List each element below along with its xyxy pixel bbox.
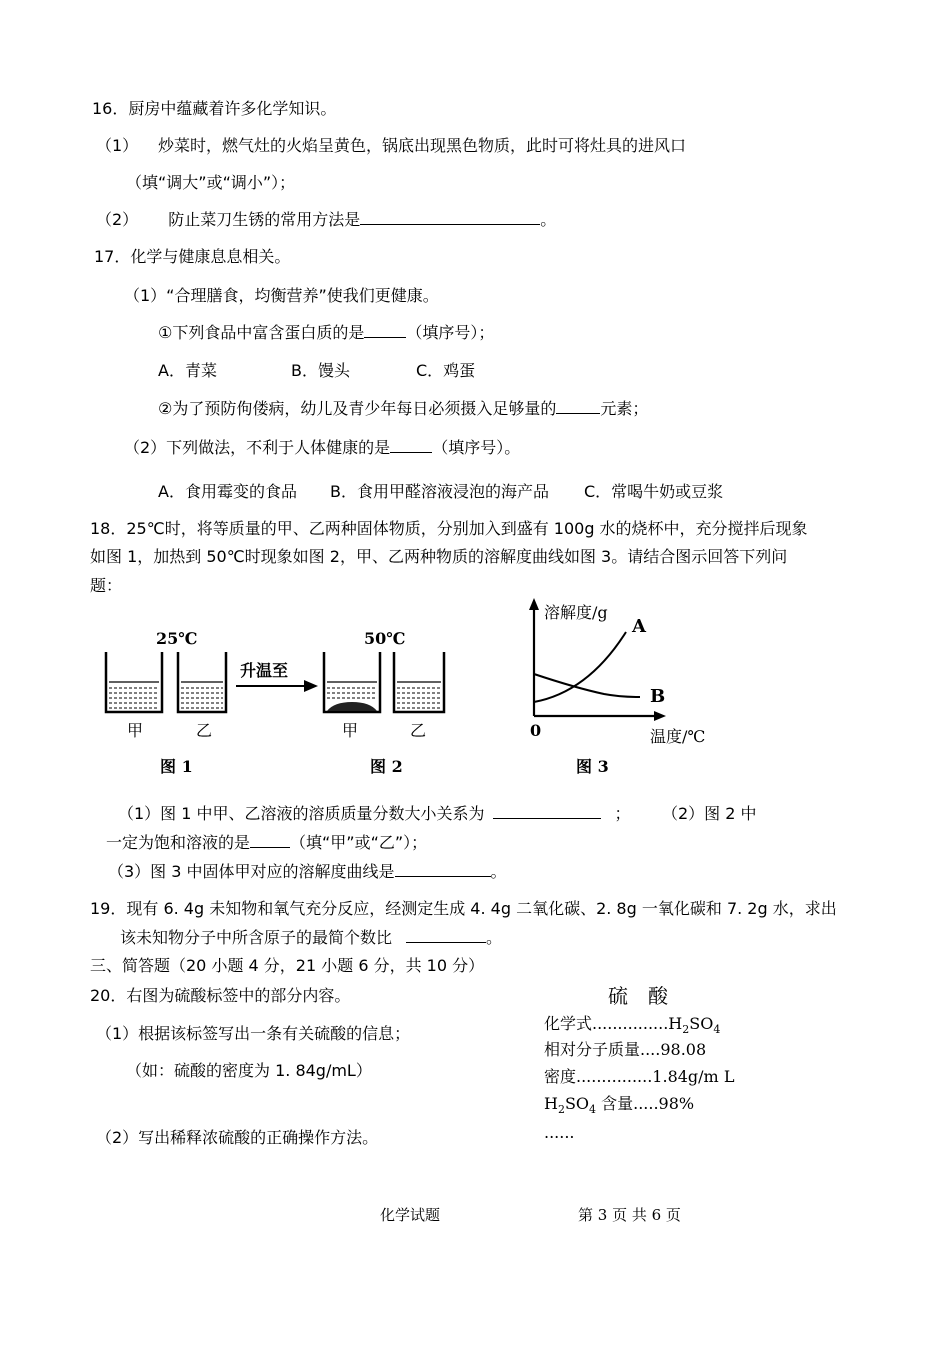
- q17-s1: [158, 323, 494, 343]
- q19-line1: 19．现有 6. 4g 未知物和氧气充分反应，经测定生成 4. 4g 二氧化碳、2. 8g 一氧化碳和 7. 2g 水，求出: [90, 899, 837, 918]
- q16-p2: [96, 210, 556, 230]
- q19-line2: [120, 928, 502, 948]
- beaker-yi-fig2: [394, 652, 444, 712]
- q17-s2: [158, 399, 648, 419]
- q18-p3b: 。: [490, 862, 507, 881]
- q17-s1b: （填序号）；: [406, 323, 495, 342]
- q18-p1b: ；: [614, 804, 631, 823]
- q16-p1-num: （1）: [96, 136, 139, 155]
- answer-blank[interactable]: [364, 323, 406, 338]
- label-formula-key: 化学式...............: [544, 1014, 669, 1033]
- q17-s2b: 元素；: [600, 399, 649, 418]
- footer-subject: 化学试题: [380, 1206, 441, 1224]
- answer-blank[interactable]: [390, 438, 432, 453]
- q18-p1a: （1）图 1 中甲、乙溶液的溶质质量分数大小关系为: [118, 804, 485, 823]
- y-axis: [529, 598, 539, 716]
- curve-a: [534, 632, 626, 702]
- label-title: 硫 酸: [608, 984, 668, 1008]
- q20-p2: （2）写出稀释浓硫酸的正确操作方法。: [96, 1128, 379, 1147]
- temp-25-label: 25℃: [156, 629, 198, 648]
- q18-line3: 题：: [90, 576, 123, 595]
- temp-50-label: 50℃: [364, 629, 406, 648]
- x-axis: [534, 711, 666, 721]
- fig3-caption: 图 3: [576, 757, 609, 776]
- label-content-sub2: 4: [589, 1103, 597, 1117]
- answer-blank[interactable]: [250, 833, 290, 848]
- footer-page-number: 第 3 页 共 6 页: [578, 1206, 681, 1224]
- label-row-more: ......: [544, 1123, 575, 1142]
- x-axis-label: 温度/℃: [650, 727, 706, 746]
- label-yi-2: 乙: [410, 721, 427, 740]
- label-formula-sub1: 2: [682, 1023, 690, 1037]
- q18-p2c: （填“甲”或“乙”）；: [290, 833, 428, 852]
- answer-blank[interactable]: [360, 210, 540, 225]
- label-content-h: H: [544, 1094, 558, 1113]
- q17-p1: （1）“合理膳食，均衡营养”使我们更健康。: [124, 286, 439, 305]
- label-formula-sub2: 4: [713, 1023, 721, 1037]
- label-jia-2: 甲: [342, 721, 359, 740]
- label-density-key: 密度...............: [544, 1067, 653, 1086]
- q17-p2-opt-b: B．食用甲醛溶液浸泡的海产品: [330, 482, 549, 501]
- q17-opt-c: C．鸡蛋: [416, 361, 476, 380]
- label-content-sub1: 2: [557, 1103, 565, 1117]
- q16-p1-text: 炒菜时，燃气灶的火焰呈黄色，锅底出现黑色物质，此时可将灶具的进风口: [158, 136, 687, 155]
- q16-p2-text: 防止菜刀生锈的常用方法是: [168, 210, 361, 229]
- label-content-rest: 含量.....98%: [596, 1094, 695, 1113]
- label-row-mass: 相对分子质量....98.08: [544, 1040, 707, 1059]
- label-content-so: SO: [564, 1094, 590, 1113]
- q18-p2a: （2）图 2 中: [662, 804, 757, 823]
- curve-a-label: A: [632, 616, 646, 637]
- solubility-chart: [518, 598, 728, 780]
- curve-b-label: B: [650, 686, 666, 707]
- label-formula-so: SO: [689, 1014, 714, 1033]
- fig2-caption: 图 2: [370, 757, 403, 776]
- beaker-jia-fig1: [106, 652, 162, 712]
- label-row-density: [544, 1067, 734, 1087]
- label-row-content: [544, 1094, 694, 1120]
- q18-p3: [108, 862, 507, 882]
- answer-blank[interactable]: [493, 804, 601, 819]
- answer-blank[interactable]: [395, 862, 491, 877]
- answer-blank[interactable]: [556, 399, 600, 414]
- y-axis-label: 溶解度/g: [544, 603, 608, 622]
- label-density-val: 1.84g/m L: [652, 1067, 735, 1086]
- q18-p1: [118, 804, 631, 824]
- q16-title: 16．厨房中蕴藏着许多化学知识。: [92, 99, 337, 118]
- q18-line1: 18．25℃时，将等质量的甲、乙两种固体物质，分别加入到盛有 100g 水的烧杯中，充分搅拌后现象: [90, 519, 808, 538]
- q16-p2-end: 。: [540, 210, 557, 229]
- q16-p2-num: （2）: [96, 210, 139, 229]
- q17-s2a: ②为了预防佝偻病，幼儿及青少年每日必须摄入足够量的: [158, 399, 557, 418]
- fig1-caption: 图 1: [160, 757, 193, 776]
- beaker-figures: [96, 620, 466, 780]
- q20-title: 20．右图为硫酸标签中的部分内容。: [90, 986, 351, 1005]
- label-jia-1: 甲: [127, 721, 144, 740]
- q19-line2a: 该未知物分子中所含原子的最简个数比: [120, 928, 393, 947]
- beaker-jia-fig2: [324, 652, 380, 712]
- q17-opt-a: A．青菜: [158, 361, 217, 380]
- q17-title: 17．化学与健康息息相关。: [94, 247, 291, 266]
- heat-arrow-icon: [236, 680, 318, 692]
- q17-p2b: （填序号）。: [432, 438, 521, 457]
- q20-example: （如：硫酸的密度为 1. 84g/mL）: [126, 1061, 372, 1080]
- q17-p2-opt-a: A．食用霉变的食品: [158, 482, 297, 501]
- origin-label: 0: [530, 721, 542, 740]
- q17-p2: [124, 438, 520, 458]
- beaker-yi-fig1: [178, 652, 226, 712]
- arrow-label: 升温至: [240, 661, 289, 680]
- q18-p3a: （3）图 3 中固体甲对应的溶解度曲线是: [108, 862, 395, 881]
- q19-line2b: 。: [486, 928, 503, 947]
- q16-p1-cont: （填“调大”或“调小”）；: [126, 173, 296, 192]
- q17-s1a: ①下列食品中富含蛋白质的是: [158, 323, 365, 342]
- answer-blank[interactable]: [406, 928, 486, 943]
- q18-p2: [106, 833, 427, 853]
- label-row-formula: [544, 1014, 720, 1040]
- section-3-heading: 三、简答题（20 小题 4 分，21 小题 6 分，共 10 分）: [90, 956, 485, 975]
- label-yi-1: 乙: [196, 721, 213, 740]
- q18-p2b: 一定为饱和溶液的是: [106, 833, 251, 852]
- q18-line2: 如图 1，加热到 50℃时现象如图 2，甲、乙两种物质的溶解度曲线如图 3。请结合图示回答下列问: [90, 547, 788, 566]
- q17-p2a: （2）下列做法，不利于人体健康的是: [124, 438, 391, 457]
- q20-p1: （1）根据该标签写出一条有关硫酸的信息；: [96, 1024, 411, 1043]
- q17-opt-b: B．馒头: [291, 361, 350, 380]
- q17-p2-opt-c: C．常喝牛奶或豆浆: [584, 482, 724, 501]
- label-formula-h: H: [668, 1014, 683, 1033]
